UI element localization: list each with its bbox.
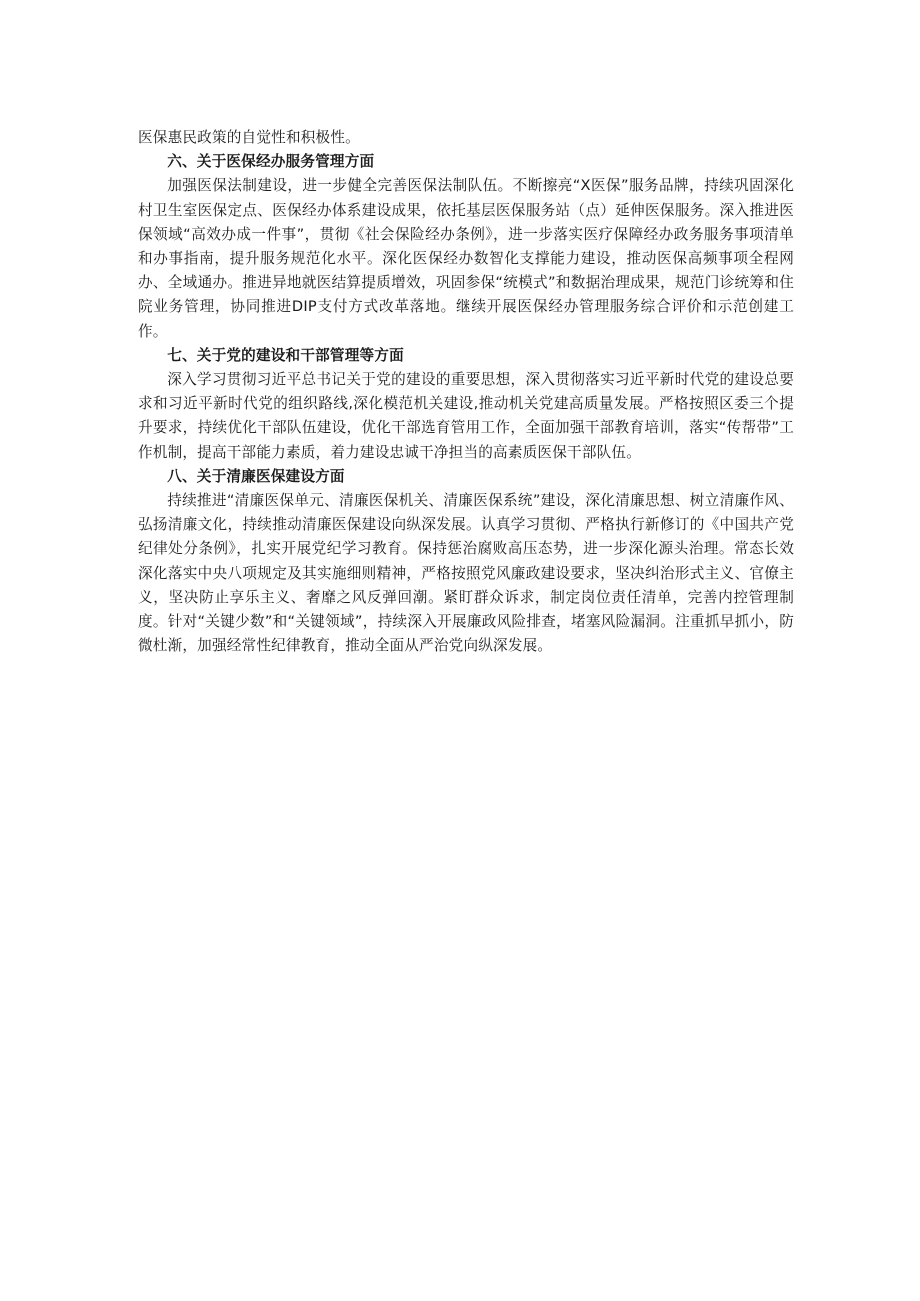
document-body — [138, 126, 794, 658]
section-heading-8: 八、关于清廉医保建设方面 — [167, 467, 345, 485]
section-heading-7: 七、关于党的建设和干部管理等方面 — [167, 346, 404, 364]
section-paragraph-6: 加强医保法制建设，进一步健全完善医保法制队伍。不断擦亮“X医保”服务品牌，持续巩固深化村卫生室医保定点、医保经办体系建设成果，依托基层医保服务站（点）延伸医保服务。深入推进医保领域“高效办成一件事”，贯彻《社会保险经办条例》，进一步落实医疗保障经办政务服务事项清单和办事指南，提升服务规范化水平。深化医保经办数智化支撑能力建设，推动医保高频事项全程网办、全域通办。推进异地就医结算提质增效，巩固参保“统模式”和数据治理成果，规范门诊统筹和住院业务管理，协同推进DIP支付方式改革落地。继续开展医保经办管理服务综合评价和示范创建工作。 — [138, 177, 794, 340]
intro-continuation: 医保惠民政策的自觉性和积极性。 — [138, 129, 360, 146]
section-paragraph-8: 持续推进“清廉医保单元、清廉医保机关、清廉医保系统”建设，深化清廉思想、树立清廉作风、弘扬清廉文化，持续推动清廉医保建设向纵深发展。认真学习贯彻、严格执行新修订的《中国共产党纪律处分条例》，扎实开展党纪学习教育。保持惩治腐败高压态势，进一步深化源头治理。常态长效深化落实中央八项规定及其实施细则精神，严格按照党风廉政建设要求，坚决纠治形式主义、官僚主义，坚决防止享乐主义、奢靡之风反弹回潮。紧盯群众诉求，制定岗位责任清单，完善内控管理制度。针对“关键少数”和“关键领域”，持续深入开展廉政风险排查，堵塞风险漏洞。注重抓早抓小，防微杜渐，加强经常性纪律教育，推动全面从严治党向纵深发展。 — [138, 492, 794, 655]
section-heading-6: 六、关于医保经办服务管理方面 — [167, 153, 375, 171]
section-paragraph-7: 深入学习贯彻习近平总书记关于党的建设的重要思想，深入贯彻落实习近平新时代党的建设总要求和习近平新时代党的组织路线,深化模范机关建设,推动机关党建高质量发展。严格按照区委三个提升要求，持续优化干部队伍建设，优化干部选育管用工作，全面加强干部教育培训，落实“传帮带”工作机制，提高干部能力素质，着力建设忠诚干净担当的高素质医保干部队伍。 — [138, 371, 794, 461]
